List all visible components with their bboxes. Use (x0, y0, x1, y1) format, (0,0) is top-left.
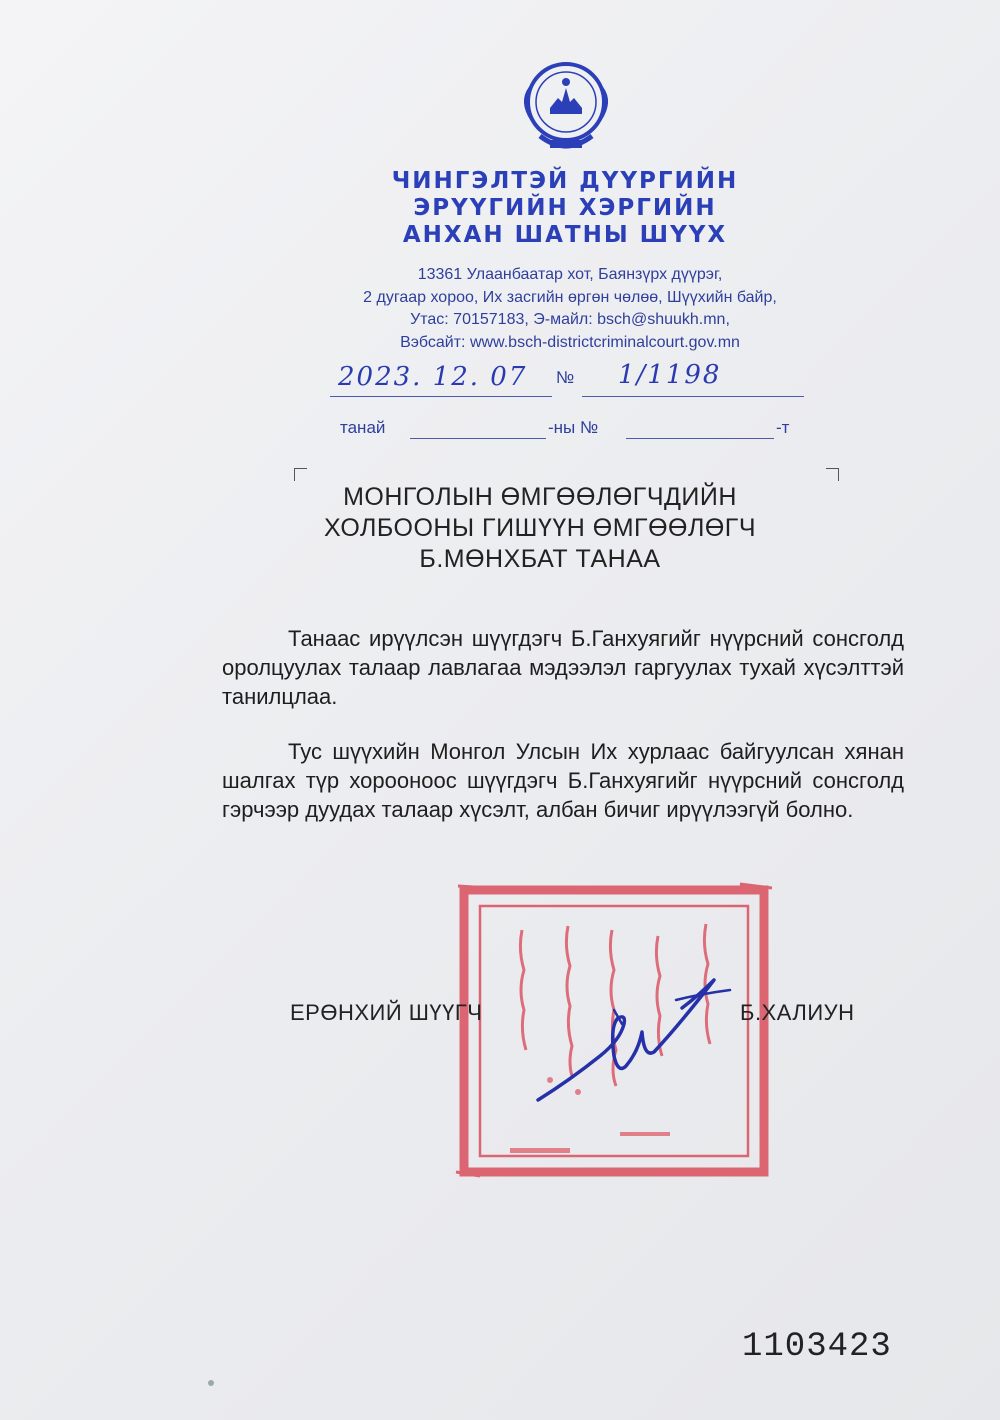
handwritten-signature-icon (530, 960, 750, 1110)
court-name (340, 168, 790, 249)
your-date-blank (410, 438, 546, 439)
date-underline (330, 396, 552, 397)
address-line: Утас: 70157183, Э-майл: bsch@shuukh.mn, (410, 311, 730, 328)
handwritten-letter-number: 1/1198 (618, 360, 722, 390)
address-corner-mark (294, 468, 307, 481)
signatory-title: ЕРӨНХИЙ ШҮҮГЧ (290, 1000, 483, 1025)
ny-number-label: -ны № (548, 418, 599, 437)
handwritten-date: 2023. 12. 07 (338, 362, 528, 392)
signatory-name: Б.ХАЛИУН (740, 1000, 855, 1025)
address-line: 2 дугаар хороо, Их засгийн өргөн чөлөө, Шүүхийн байр, (363, 288, 777, 306)
body-paragraph: Танаас ирүүлсэн шүүгдэгч Б.Ганхуягийг нүүрсний сонсголд оролцуулах талаар лавлагаа мэдээлэл гаргуулах тухай хүсэлттэй танилцлаа. (222, 626, 904, 709)
mongolia-state-emblem-icon (510, 58, 622, 158)
number-sign: № (556, 368, 575, 387)
document-serial-number: 1103423 (742, 1328, 892, 1366)
number-underline (582, 396, 804, 397)
court-name-line: ЭРҮҮГИЙН ХЭРГИЙН (413, 195, 717, 221)
your-number-blank (626, 438, 774, 439)
recipient-line: Б.МӨНХБАТ ТАНАА (419, 545, 661, 573)
court-name-line: ЧИНГЭЛТЭЙ ДҮҮРГИЙН (391, 168, 739, 194)
address-line: 13361 Улаанбаатар хот, Баянзүрх дүүрэг, (417, 266, 723, 283)
t-label: -т (776, 418, 790, 437)
your-ref-label: танай (340, 418, 386, 437)
court-name-line: АНХАН ШАТНЫ ШҮҮХ (402, 222, 728, 248)
recipient-line: ХОЛБООНЫ ГИШҮҮН ӨМГӨӨЛӨГЧ (323, 514, 757, 542)
recipient-line: МОНГОЛЫН ӨМГӨӨЛӨГЧДИЙН (343, 483, 737, 511)
paper-mark (208, 1380, 214, 1386)
court-address (270, 264, 870, 354)
recipient-block (250, 482, 830, 575)
address-line: Вэбсайт: www.bsch-districtcriminalcourt.gov.mn (400, 333, 740, 351)
address-corner-mark (826, 468, 839, 481)
body-paragraph: Тус шүүхийн Монгол Улсын Их хурлаас байгуулсан хянан шалгах түр хорооноос шүүгдэгч Б.Ганхуягийг нүүрсний сонсголд гэрчээр дуудах талаар хүсэлт, албан бичиг ирүүлээгүй болно. (222, 739, 904, 822)
